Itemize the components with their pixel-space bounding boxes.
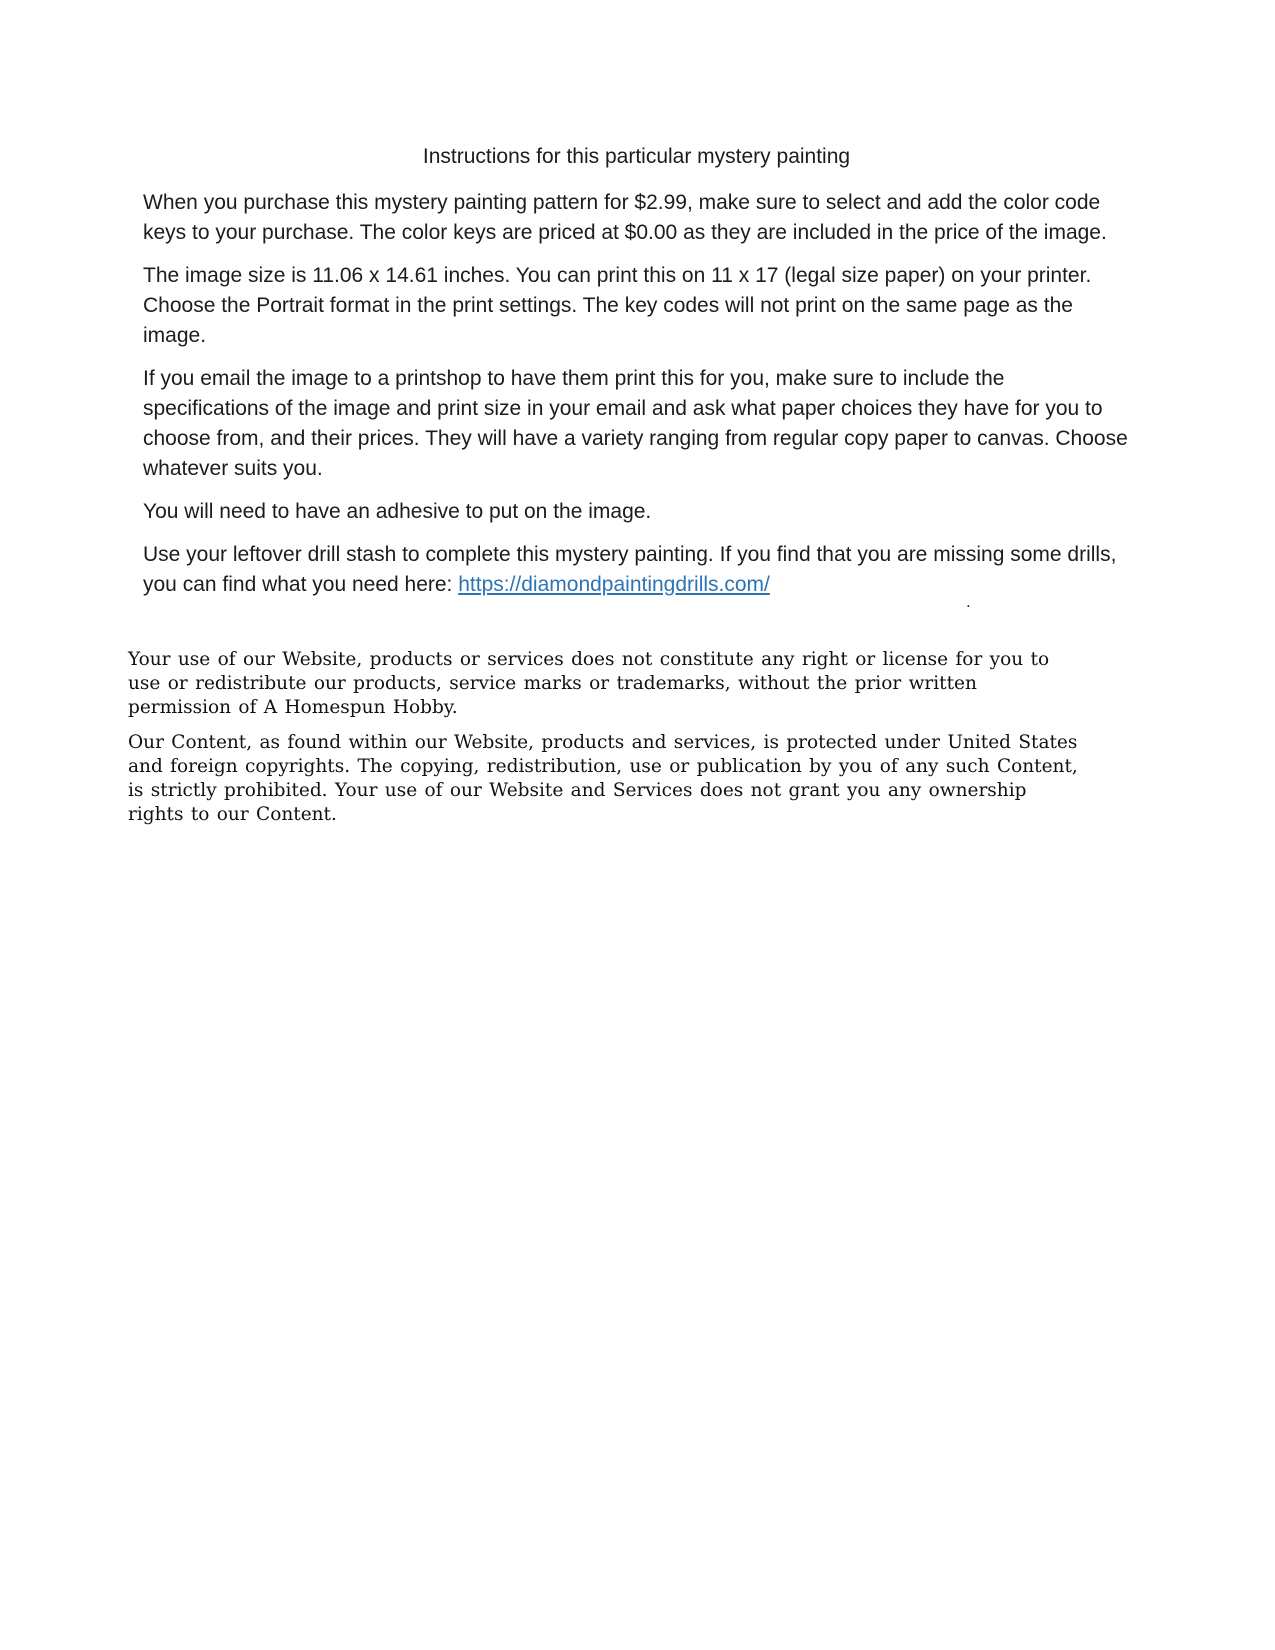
paragraph-printshop: If you email the image to a printshop to have them print this for you, make sure to include the specifications of the image and print size in your email and ask what paper choices they have for you to choose from, and their prices. They will have a variety ranging from regular copy paper to canvas. Choose whatever suits you.: [143, 367, 1128, 480]
legal-paragraph-copyright: Our Content, as found within our Website, products and services, is protected under United States and foreign copyrights. The copying, redistribution, use or publication by you of any such Content, is strictly prohibited. Your use of our Website and Services does not grant you any ownership rights to our Content.: [128, 732, 1078, 825]
paragraph-image-size: The image size is 11.06 x 14.61 inches. You can print this on 11 x 17 (legal size paper) on your printer. Choose the Portrait format in the print settings. The key codes will not print on the same page as the image.: [143, 264, 1092, 347]
diamondpaintingdrills-link[interactable]: https://diamondpaintingdrills.com/: [458, 573, 770, 596]
legal-paragraph-license: Your use of our Website, products or services does not constitute any right or license for you to use or redistribute our products, service marks or trademarks, without the prior written permission of A Homespun Hobby.: [128, 649, 1050, 718]
paragraph-drill-stash-text: Use your leftover drill stash to complete this mystery painting. If you find that you are missing some drills, you can find what you need here:: [143, 543, 1117, 596]
paragraph-purchase-info: When you purchase this mystery painting pattern for $2.99, make sure to select and add the color code keys to your purchase. The color keys are priced at $0.00 as they are included in the price of the image.: [143, 191, 1107, 244]
paragraph-adhesive: You will need to have an adhesive to put on the image.: [143, 500, 652, 523]
paragraph-drill-stash: [143, 540, 1130, 600]
stray-period-mark: .: [966, 592, 971, 611]
legal-section: [128, 648, 1078, 827]
page-title: Instructions for this particular mystery painting: [422, 145, 851, 168]
